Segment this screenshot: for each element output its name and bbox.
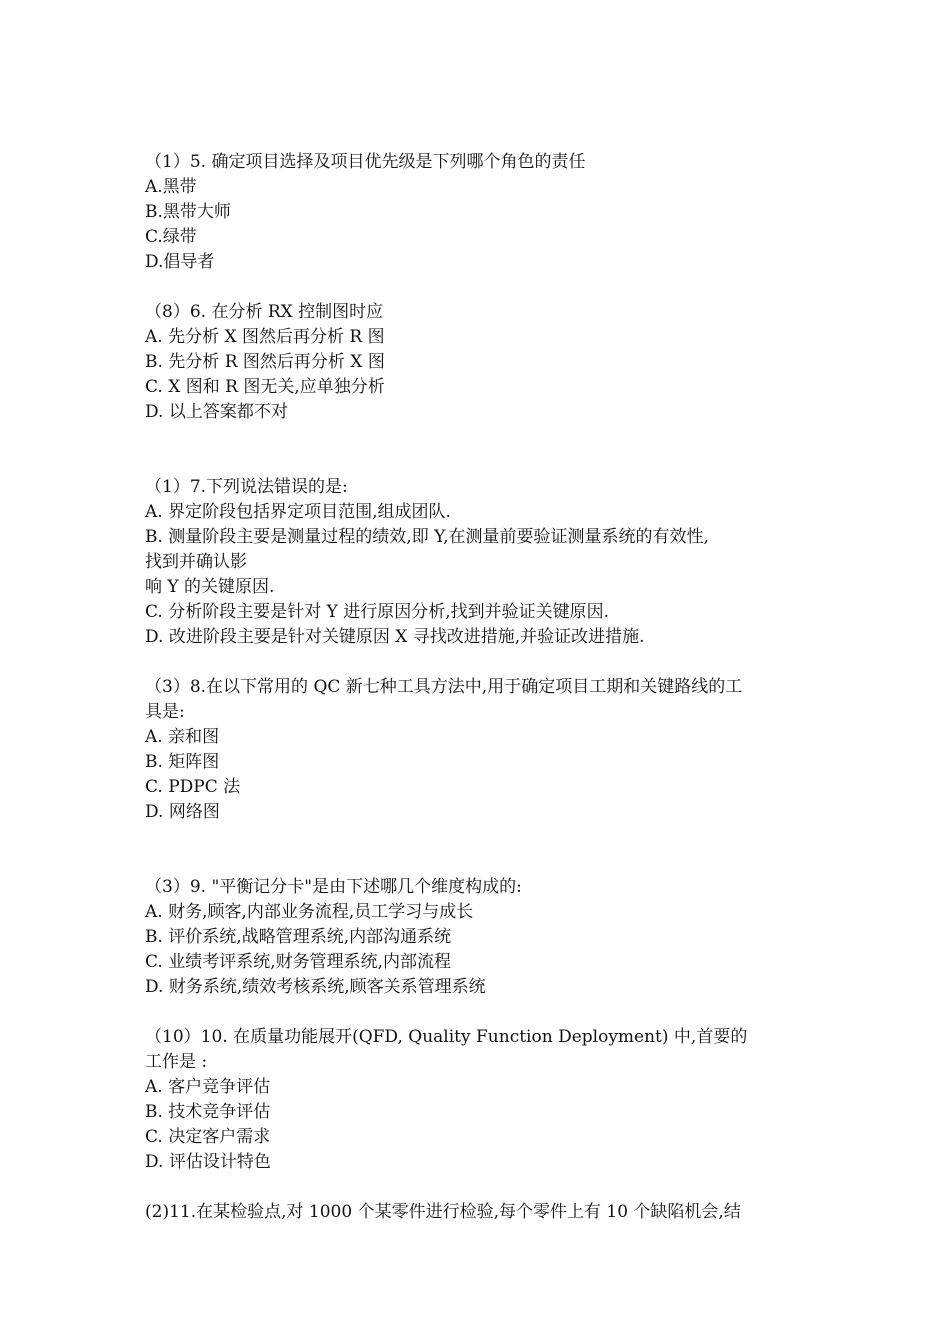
question-stem-continued: 工作是 : <box>145 1052 208 1072</box>
question-stem: （3）9. "平衡记分卡"是由下述哪几个维度构成的: <box>145 877 522 897</box>
option-c: C. PDPC 法 <box>145 777 241 797</box>
option-c: C. X 图和 R 图无关,应单独分析 <box>145 377 385 397</box>
option-d: D. 财务系统,绩效考核系统,顾客关系管理系统 <box>145 977 486 997</box>
question-stem: （8）6. 在分析 RX 控制图时应 <box>145 302 384 322</box>
document-page <box>145 150 815 1225</box>
question-9 <box>145 875 815 1000</box>
option-b: B. 矩阵图 <box>145 752 220 772</box>
question-11 <box>145 1200 815 1225</box>
question-stem: （1）7.下列说法错误的是: <box>145 477 348 497</box>
option-a: A. 界定阶段包括界定项目范围,组成团队. <box>145 502 451 522</box>
question-10 <box>145 1025 815 1175</box>
option-a: A.黑带 <box>145 177 197 197</box>
option-c: C. 分析阶段主要是针对 Y 进行原因分析,找到并验证关键原因. <box>145 602 610 622</box>
option-c: C. 业绩考评系统,财务管理系统,内部流程 <box>145 952 452 972</box>
option-c: C. 决定客户需求 <box>145 1127 271 1147</box>
question-5 <box>145 150 815 275</box>
question-6 <box>145 300 815 425</box>
option-b-continued: 响 Y 的关键原因. <box>145 577 275 597</box>
question-stem: （3）8.在以下常用的 QC 新七种工具方法中,用于确定项目工期和关键路线的工 <box>145 677 743 697</box>
option-b: B. 先分析 R 图然后再分析 X 图 <box>145 352 385 372</box>
option-a: A. 先分析 X 图然后再分析 R 图 <box>145 327 385 347</box>
question-7 <box>145 475 815 650</box>
question-stem: （10）10. 在质量功能展开(QFD, Quality Function Deployment) 中,首要的 <box>145 1027 748 1047</box>
option-b-continued: 找到并确认影 <box>145 552 247 572</box>
option-d: D. 以上答案都不对 <box>145 402 288 422</box>
question-8 <box>145 675 815 825</box>
option-b: B. 测量阶段主要是测量过程的绩效,即 Y,在测量前要验证测量系统的有效性, <box>145 527 709 547</box>
option-b: B. 评价系统,战略管理系统,内部沟通系统 <box>145 927 452 947</box>
option-d: D. 网络图 <box>145 802 220 822</box>
option-a: A. 财务,顾客,内部业务流程,员工学习与成长 <box>145 902 474 922</box>
option-c: C.绿带 <box>145 227 197 247</box>
option-d: D.倡导者 <box>145 252 215 272</box>
option-d: D. 评估设计特色 <box>145 1152 271 1172</box>
option-a: A. 亲和图 <box>145 727 220 747</box>
question-stem: （1）5. 确定项目选择及项目优先级是下列哪个角色的责任 <box>145 152 586 172</box>
option-a: A. 客户竞争评估 <box>145 1077 271 1097</box>
question-stem-continued: 具是: <box>145 702 185 722</box>
option-b: B.黑带大师 <box>145 202 231 222</box>
question-stem: (2)11.在某检验点,对 1000 个某零件进行检验,每个零件上有 10 个缺陷机会,结 <box>145 1202 741 1222</box>
option-d: D. 改进阶段主要是针对关键原因 X 寻找改进措施,并验证改进措施. <box>145 627 645 647</box>
option-b: B. 技术竞争评估 <box>145 1102 271 1122</box>
